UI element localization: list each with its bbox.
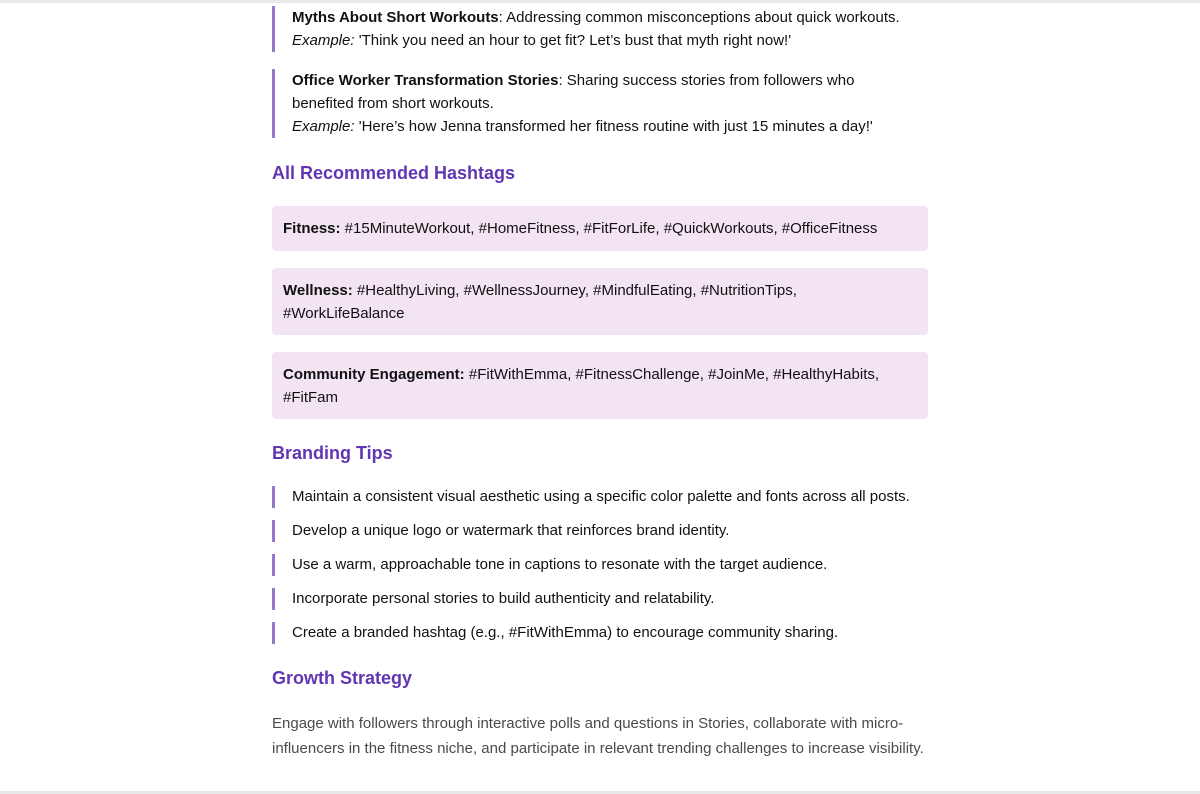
hashtag-group-tags: #15MinuteWorkout, #HomeFitness, #FitForLife, #QuickWorkouts, #OfficeFitness [340,220,878,237]
hashtag-group-label: Fitness: [283,220,341,237]
hashtag-group-tags: #HealthyLiving, #WellnessJourney, #MindfulEating, #NutritionTips, #WorkLifeBalance [283,282,797,322]
example-label: Example: [292,32,355,49]
theme-description: : Sharing success stories from followers who benefited from short workouts. [292,72,855,112]
growth-paragraph: Engage with followers through interactive polls and questions in Stories, collaborate with micro-influencers in the fitness niche, and participate in relevant trending challenges to increase visibility. [272,715,924,757]
theme-title-line [292,69,892,115]
example-label: Example: [292,118,355,135]
content-theme-office-stories [272,69,892,138]
hashtags-heading: All Recommended Hashtags [272,163,516,183]
branding-tip: Incorporate personal stories to build authenticity and relatability. [272,588,928,610]
branding-tip: Create a branded hashtag (e.g., #FitWithEmma) to encourage community sharing. [272,622,928,644]
branding-tip: Use a warm, approachable tone in captions to resonate with the target audience. [272,554,928,576]
theme-title: Office Worker Transformation Stories [292,72,559,89]
theme-example-line [292,115,892,138]
theme-title: Myths About Short Workouts [292,9,499,26]
example-text: 'Here’s how Jenna transformed her fitness routine with just 15 minutes a day!' [354,118,873,135]
growth-heading: Growth Strategy [272,668,413,688]
branding-tips-list [272,486,928,656]
branding-tip: Maintain a consistent visual aesthetic using a specific color palette and fonts across all posts. [272,486,928,508]
hashtag-group-label: Wellness: [283,282,353,299]
hashtag-group-wellness [272,268,928,335]
content-theme-myths [272,6,948,52]
theme-description: : Addressing common misconceptions about quick workouts. [498,9,900,26]
hashtag-group-tags: #FitWithEmma, #FitnessChallenge, #JoinMe, #HealthyHabits, #FitFam [283,366,880,406]
theme-title-line [292,6,948,29]
example-text: 'Think you need an hour to get fit? Let’s bust that myth right now!' [354,32,792,49]
hashtag-group-fitness [272,206,928,251]
hashtag-group-community [272,352,928,419]
hashtag-group-label: Community Engagement: [283,366,465,383]
theme-example-line [292,29,948,52]
branding-tip: Develop a unique logo or watermark that reinforces brand identity. [272,520,928,542]
branding-heading: Branding Tips [272,443,393,463]
